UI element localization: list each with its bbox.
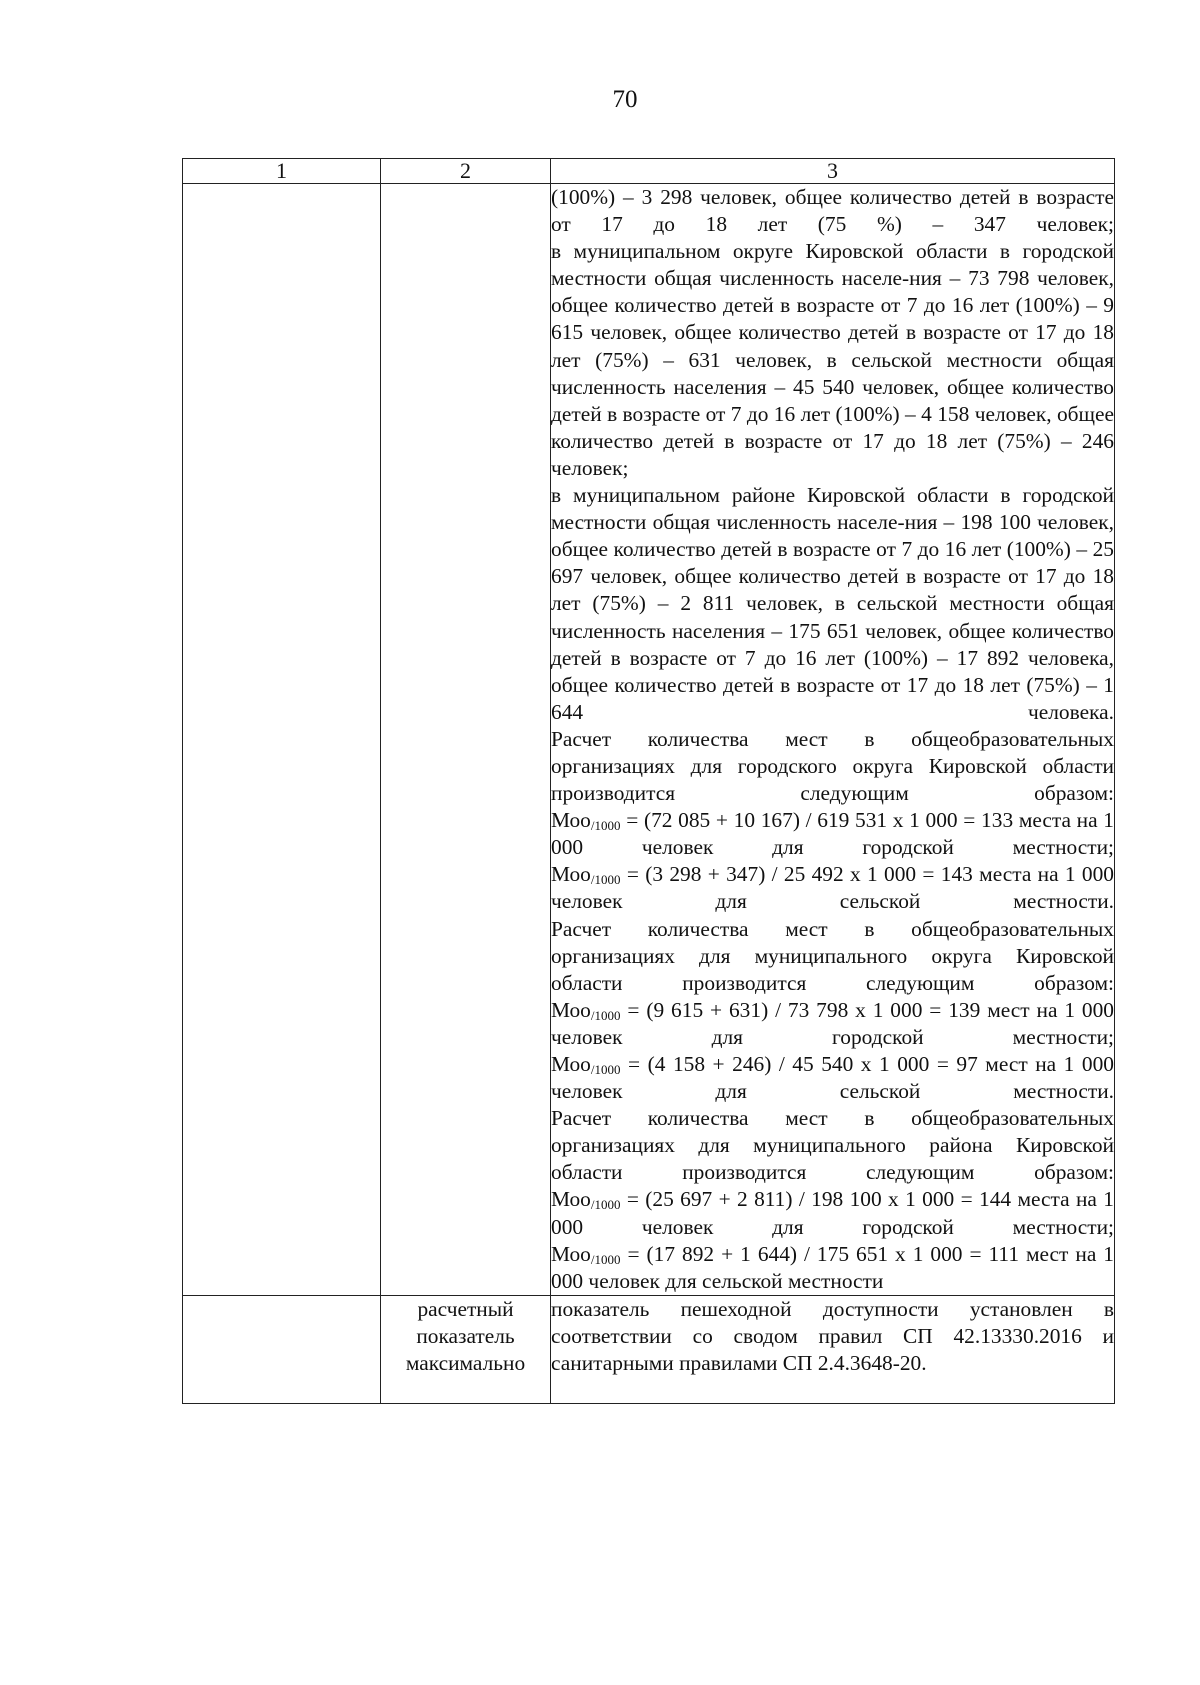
formula-symbol: Моо [551,808,591,833]
indicator-label-line: показатель [416,1323,515,1348]
formula-subscript: /1000 [590,1062,621,1077]
formula-subscript: /1000 [590,818,621,834]
formula-text: = (17 892 + 1 644) / 175 651 х 1 000 = 111 мест на 1 000 человек для сельской местности [551,1241,1114,1293]
formula-city-okrug-rural [551,861,1114,915]
column-header-3: 3 [551,159,1115,184]
formula-subscript: /1000 [590,872,621,888]
column-header-1: 1 [183,159,381,184]
row2-col2-cell [381,1295,551,1403]
formula-symbol: Моо [551,1052,591,1076]
formula-subscript: /1000 [590,1007,621,1023]
formula-subscript: /1000 [590,1251,621,1267]
indicator-label-line: максимально [405,1351,526,1376]
formula-municipal-rayon-urban [551,1186,1114,1240]
paragraph-calc-city-okrug-intro: Расчет количества мест в общеобразовательных организациях для городского округа Кировской области производится следующим образом: [551,726,1114,806]
formula-municipal-okrug-rural [551,1051,1114,1105]
row1-col1-cell [183,184,381,1296]
paragraph-calc-municipal-okrug-intro: Расчет количества мест в общеобразовательных организациях для муниципального округа Кировской области производится следующим образом: [551,916,1114,995]
row2-col3-cell: показатель пешеходной доступности установлен в соответствии со сводом правил СП 42.13330.2016 и санитарными правилами СП 2.4.3648-20. [551,1295,1115,1403]
formula-text: = (72 085 + 10 167) / 619 531 х 1 000 = 133 места на 1 000 человек для городской местности; [551,808,1114,860]
formula-municipal-rayon-rural [551,1241,1114,1295]
formula-symbol: Моо [551,997,591,1022]
table-row [183,1295,1115,1403]
formula-text: = (25 697 + 2 811) / 198 100 х 1 000 = 144 места на 1 000 человек для городской местности; [551,1187,1114,1239]
formula-municipal-okrug-urban [551,997,1114,1051]
formula-text: = (9 615 + 631) / 73 798 х 1 000 = 139 мест на 1 000 человек для городской местности; [551,997,1114,1049]
formula-symbol: Моо [551,1241,591,1266]
row1-col2-cell [381,184,551,1296]
paragraph-children-count-intro: (100%) – 3 298 человек, общее количество детей в возрасте от 17 до 18 лет (75 %) – 347 человек; [551,185,1114,237]
page-number: 70 [612,86,638,113]
paragraph-calc-municipal-rayon-intro: Расчет количества мест в общеобразовательных организациях для муниципального района Кировской области производится следующим образом: [551,1106,1114,1185]
indicator-label-line: расчетный [417,1296,514,1321]
formula-symbol: Моо [551,1187,591,1212]
formula-text: = (3 298 + 347) / 25 492 х 1 000 = 143 места на 1 000 человек для сельской местности. [551,862,1114,914]
row2-col1-cell [183,1295,381,1403]
column-header-2: 2 [381,159,551,184]
formula-subscript: /1000 [590,1197,621,1213]
row1-col3-cell [551,184,1115,1296]
table-row [183,184,1115,1296]
paragraph-municipal-okrug-population: в муниципальном округе Кировской области в городской местности общая численность населе-ния – 73 798 человек, общее количество детей в возрасте от 7 до 16 лет (100%) – 9 615 человек, общее количество детей в возрасте от 17 до 18 лет (75%) – 631 человек, в сельской местности общая численность населения – 45 540 человек, общее количество детей в возрасте от 7 до 16 лет (100%) – 4 158 человек, общее количество детей в возрасте от 17 до 18 лет (75%) – 246 человек; [551,239,1114,480]
formula-city-okrug-urban [551,807,1114,861]
formula-text: = (4 158 + 246) / 45 540 х 1 000 = 97 мест на 1 000 человек для сельской местности. [551,1052,1114,1104]
data-table [182,158,1115,1404]
formula-symbol: Моо [551,862,591,887]
table-header-row [183,159,1115,184]
paragraph-municipal-rayon-population: в муниципальном районе Кировской области в городской местности общая численность населе-ния – 198 100 человек, общее количество детей в возрасте от 7 до 16 лет (100%) – 25 697 человек, общее количество детей в возрасте от 17 до 18 лет (75%) – 2 811 человек, в сельской местности общая численность населения – 175 651 человек, общее количество детей в возрасте от 7 до 16 лет (100%) – 17 892 человека, общее количество детей в возрасте от 17 до 18 лет (75%) – 1 644 человека. [551,483,1114,724]
